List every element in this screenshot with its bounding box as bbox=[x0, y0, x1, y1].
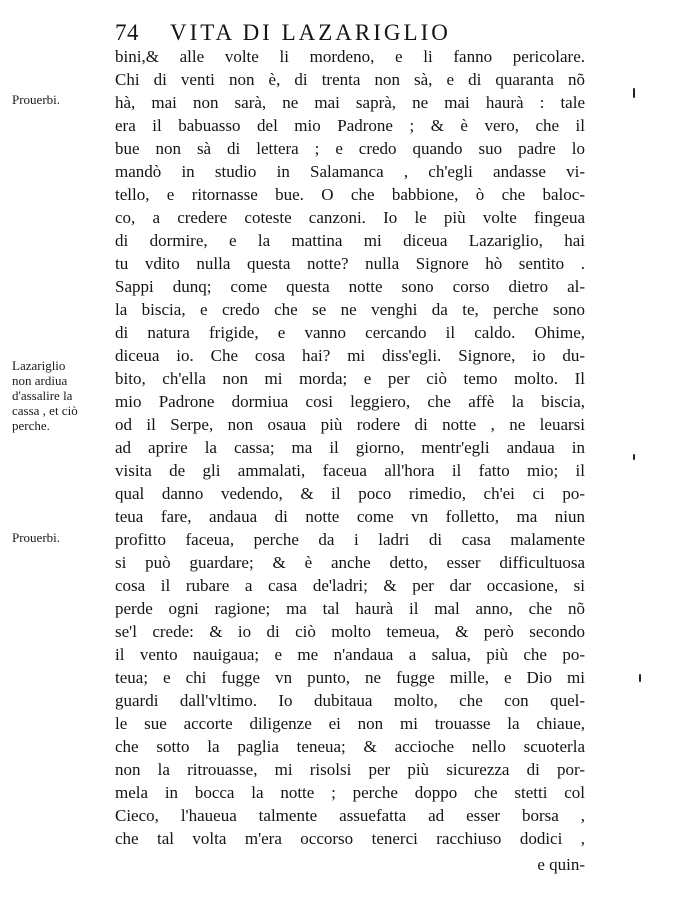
text-line: mela in bocca la notte ; perche doppo che stetti col bbox=[115, 783, 585, 802]
margin-note-line: Prouerbi. bbox=[12, 92, 61, 107]
ink-speck bbox=[633, 88, 635, 98]
text-line: la biscia, e credo che se ne venghi da te, perche sono bbox=[115, 300, 585, 319]
text-line: teua fare, andaua di notte come vn folletto, ma niun bbox=[115, 507, 585, 526]
margin-note-proverbs-2 bbox=[12, 530, 107, 545]
margin-note-lazariglio bbox=[12, 358, 107, 433]
margin-note-line: Prouerbi. bbox=[12, 530, 61, 545]
text-line: si può guardare; & è anche detto, esser difficultuosa bbox=[115, 553, 585, 572]
text-line: il vento nauigaua; e me n'andaua a salua, più che po- bbox=[115, 645, 585, 664]
text-line: hà, mai non sarà, ne mai saprà, ne mai haurà : tale bbox=[115, 93, 585, 112]
text-line: di natura frigide, e vanno cercando il caldo. Ohime, bbox=[115, 323, 585, 342]
text-line: Chi di venti non è, di trenta non sà, e di quaranta nõ bbox=[115, 70, 585, 89]
ink-speck bbox=[633, 454, 635, 460]
margin-note-line: perche. bbox=[12, 418, 50, 433]
text-line: diceua io. Che cosa hai? mi diss'egli. Signore, io du- bbox=[115, 346, 585, 365]
margin-note-line: non ardiua bbox=[12, 373, 68, 388]
text-line: od il Serpe, non osaua più rodere di notte , ne leuarsi bbox=[115, 415, 585, 434]
text-line: co, a credere coteste canzoni. Io le più volte fingeua bbox=[115, 208, 585, 227]
text-line: non la ritrouasse, mi risolsi per più sicurezza di por- bbox=[115, 760, 585, 779]
text-line: mio Padrone dormiua cosi leggiero, che affè la biscia, bbox=[115, 392, 585, 411]
text-line: se'l crede: & io di ciò molto temeua, & però secondo bbox=[115, 622, 585, 641]
text-line: teua; e chi fugge vn punto, ne fugge mille, e Dio mi bbox=[115, 668, 585, 687]
catchword: e quin- bbox=[537, 855, 585, 874]
text-line: guardi dall'vltimo. Io dubitaua molto, che con quel- bbox=[115, 691, 585, 710]
margin-note-line: Lazariglio bbox=[12, 358, 66, 373]
text-line: mandò in studio in Salamanca , ch'egli andasse vi- bbox=[115, 162, 585, 181]
text-line: bito, ch'ella non mi morda; e per ciò temo molto. Il bbox=[115, 369, 585, 388]
text-line: tu vdito nulla questa notte? nulla Signore hò sentito . bbox=[115, 254, 585, 273]
text-line: Cieco, l'haueua talmente assuefatta ad esser borsa , bbox=[115, 806, 585, 825]
text-line: profitto faceua, perche da i ladri di casa malamente bbox=[115, 530, 585, 549]
text-line: che tal volta m'era occorso tenerci racchiuso dodici , bbox=[115, 829, 585, 848]
margin-note-proverbs-1 bbox=[12, 92, 107, 107]
text-line: cosa il rubare a casa de'ladri; & per dar occasione, si bbox=[115, 576, 585, 595]
running-title: VITA DI LAZARIGLIO bbox=[170, 20, 451, 45]
margin-note-line: d'assalire la bbox=[12, 388, 73, 403]
ink-speck bbox=[639, 674, 641, 682]
text-line: ad aprire la cassa; ma il giorno, mentr'egli andaua in bbox=[115, 438, 585, 457]
text-line: di dormire, e la mattina mi diceua Lazariglio, hai bbox=[115, 231, 585, 250]
text-line: che sotto la paglia teneua; & accioche nello scuoterla bbox=[115, 737, 585, 756]
text-line: le sue accorte diligenze ei non mi trouasse la chiaue, bbox=[115, 714, 585, 733]
text-line: perde ogni ragione; ma tal haurà il mal anno, che nõ bbox=[115, 599, 585, 618]
text-line: tello, e ritornasse bue. O che babbione, ò che baloc- bbox=[115, 185, 585, 204]
text-line: Sappi dunq; come questa notte sono corso dietro al- bbox=[115, 277, 585, 296]
page-number: 74 bbox=[115, 20, 139, 45]
text-line: bue non sà di lettera ; e credo quando suo padre lo bbox=[115, 139, 585, 158]
margin-note-line: cassa , et ciò bbox=[12, 403, 78, 418]
text-line: qual danno vedendo, & il poco rimedio, ch'ei ci po- bbox=[115, 484, 585, 503]
text-line: era il babuasso del mio Padrone ; & è vero, che il bbox=[115, 116, 585, 135]
text-line: visita de gli ammalati, faceua all'hora il fatto mio; il bbox=[115, 461, 585, 480]
text-line: bini,& alle volte li mordeno, e li fanno pericolare. bbox=[115, 47, 585, 66]
